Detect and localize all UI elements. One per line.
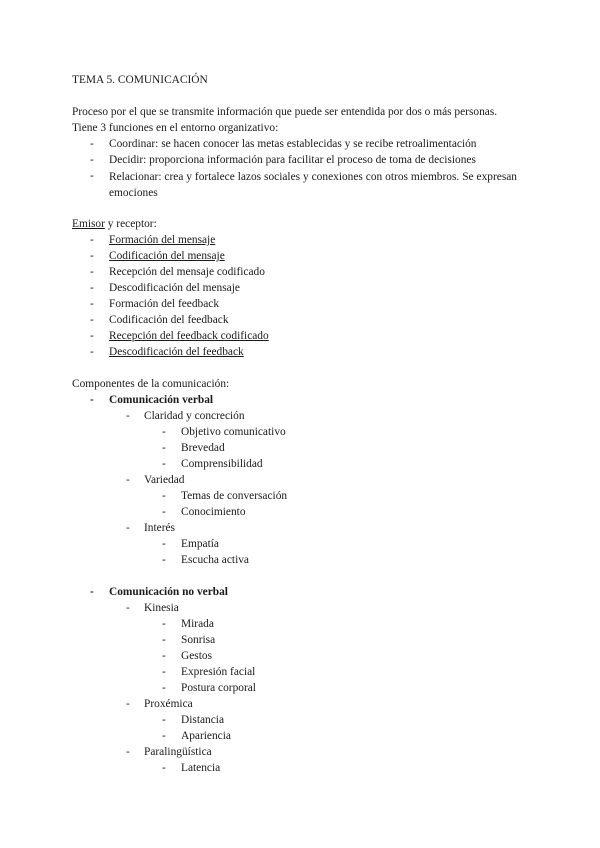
bullet-dash: - — [90, 250, 94, 262]
leaf-item: Objetivo comunicativo — [181, 426, 286, 438]
step-item: Formación del mensaje — [109, 234, 216, 246]
step-item: Formación del feedback — [109, 298, 220, 310]
step-item: Codificación del mensaje — [109, 250, 225, 262]
leaf-item: Latencia — [181, 762, 221, 774]
leaf-item: Brevedad — [181, 442, 225, 454]
bullet-dash: - — [162, 714, 166, 726]
componentes-heading: Componentes de la comunicación: — [72, 378, 230, 390]
bullet-dash: - — [162, 458, 166, 470]
function-item: Decidir: proporciona información para facilitar el proceso de toma de decisiones — [109, 154, 476, 166]
sub-item-interes: Interés — [144, 522, 175, 534]
bullet-dash: - — [90, 234, 94, 246]
page-title: TEMA 5. COMUNICACIÓN — [72, 74, 208, 86]
bullet-dash: - — [90, 586, 94, 598]
emisor-heading-underlined: Emisor — [72, 218, 105, 230]
leaf-item: Temas de conversación — [181, 490, 288, 502]
bullet-dash: - — [162, 442, 166, 454]
intro-line-2: Tiene 3 funciones en el entorno organizativo: — [72, 122, 279, 134]
bullet-dash: - — [162, 634, 166, 646]
sub-item-claridad: Claridad y concreción — [144, 410, 245, 422]
bullet-dash: - — [126, 522, 130, 534]
bullet-dash: - — [162, 618, 166, 630]
bullet-dash: - — [162, 506, 166, 518]
step-item: Recepción del mensaje codificado — [109, 266, 265, 278]
bullet-dash: - — [90, 346, 94, 358]
leaf-item: Gestos — [181, 650, 213, 662]
bullet-dash: - — [126, 410, 130, 422]
bullet-dash: - — [126, 602, 130, 614]
intro-line-1: Proceso por el que se transmite información que puede ser entendida por dos o más personas. — [72, 106, 498, 118]
leaf-item: Conocimiento — [181, 506, 246, 518]
step-item: Descodificación del mensaje — [109, 282, 240, 294]
function-item: Coordinar: se hacen conocer las metas establecidas y se recibe retroalimentación — [109, 138, 477, 150]
bullet-dash: - — [162, 490, 166, 502]
sub-item-variedad: Variedad — [144, 474, 185, 486]
bullet-dash: - — [126, 746, 130, 758]
bullet-dash: - — [90, 282, 94, 294]
bullet-dash: - — [90, 394, 94, 406]
bullet-dash: - — [162, 554, 166, 566]
leaf-item: Escucha activa — [181, 554, 249, 566]
leaf-item: Comprensibilidad — [181, 458, 263, 470]
bullet-dash: - — [90, 314, 94, 326]
sub-item-paralinguistica: Paralingüística — [144, 746, 212, 758]
leaf-item: Mirada — [181, 618, 214, 630]
no-verbal-label: Comunicación no verbal — [109, 586, 228, 598]
bullet-dash: - — [162, 730, 166, 742]
verbal-label: Comunicación verbal — [109, 394, 214, 406]
leaf-item: Sonrisa — [181, 634, 216, 646]
leaf-item: Distancia — [181, 714, 225, 726]
bullet-dash: - — [162, 666, 166, 678]
emisor-heading-rest: y receptor: — [104, 218, 157, 230]
bullet-dash: - — [90, 154, 94, 166]
sub-item-proxemica: Proxémica — [144, 698, 193, 710]
bullet-dash: - — [162, 538, 166, 550]
bullet-dash: - — [126, 698, 130, 710]
step-item: Recepción del feedback codificado — [109, 330, 269, 342]
bullet-dash: - — [162, 650, 166, 662]
bullet-dash: - — [162, 762, 166, 774]
bullet-dash: - — [90, 138, 94, 150]
function-item: Relacionar: crea y fortalece lazos sociales y conexiones con otros miembros. Se expresan emociones — [109, 171, 517, 199]
bullet-dash: - — [90, 266, 94, 278]
bullet-dash: - — [90, 170, 94, 182]
bullet-dash: - — [162, 426, 166, 438]
bullet-dash: - — [90, 330, 94, 342]
leaf-item: Apariencia — [181, 730, 231, 742]
leaf-item: Postura corporal — [181, 682, 256, 694]
step-item: Codificación del feedback — [109, 314, 229, 326]
step-item: Descodificación del feedback — [109, 346, 244, 358]
bullet-dash: - — [90, 298, 94, 310]
leaf-item: Empatía — [181, 538, 219, 550]
sub-item-kinesia: Kinesia — [144, 602, 179, 614]
bullet-dash: - — [126, 474, 130, 486]
leaf-item: Expresión facial — [181, 666, 256, 678]
emisor-heading — [72, 217, 157, 231]
bullet-dash: - — [162, 682, 166, 694]
